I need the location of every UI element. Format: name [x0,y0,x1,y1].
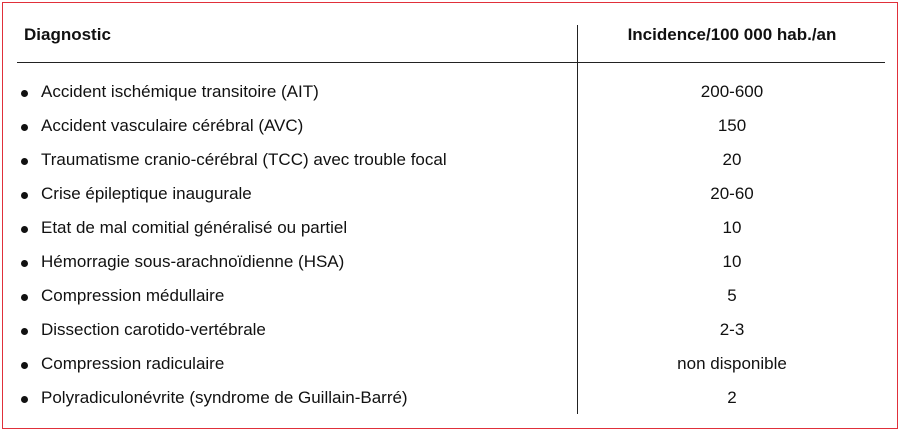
table-row [3,116,897,150]
bullet-icon [21,396,28,403]
table-body [3,82,897,422]
bullet-icon [21,192,28,199]
incidence-cell: 200-600 [700,82,764,101]
bullet-icon [21,294,28,301]
bullet-icon [21,328,28,335]
incidence-cell: 2-3 [719,320,745,339]
table-row [3,286,897,320]
header-divider [17,62,885,63]
table-row [3,252,897,286]
table-row [3,388,897,422]
table-frame [2,2,898,429]
bullet-icon [21,124,28,131]
diagnostic-cell: Compression médullaire [41,286,225,305]
table-header [3,25,897,53]
incidence-cell: 20 [722,150,742,169]
bullet-icon [21,158,28,165]
diagnostic-cell: Accident vasculaire cérébral (AVC) [41,116,304,135]
bullet-icon [21,362,28,369]
bullet-icon [21,90,28,97]
diagnostic-cell: Polyradiculonévrite (syndrome de Guillain-Barré) [41,388,408,407]
bullet-icon [21,226,28,233]
table-row [3,82,897,116]
incidence-cell: 2 [727,388,737,407]
table-row [3,320,897,354]
header-diagnostic: Diagnostic [24,25,111,44]
incidence-cell: 150 [717,116,747,135]
incidence-cell: 10 [722,252,742,271]
table-row [3,150,897,184]
diagnostic-cell: Dissection carotido-vertébrale [41,320,266,339]
diagnostic-cell: Accident ischémique transitoire (AIT) [41,82,319,101]
table-row [3,218,897,252]
diagnostic-cell: Compression radiculaire [41,354,225,373]
table-row [3,354,897,388]
incidence-cell: 5 [727,286,737,305]
header-incidence: Incidence/100 000 hab./an [627,25,837,44]
incidence-cell: non disponible [677,354,787,373]
table-row [3,184,897,218]
diagnostic-cell: Crise épileptique inaugurale [41,184,252,203]
diagnostic-cell: Traumatisme cranio-cérébral (TCC) avec trouble focal [41,150,447,169]
incidence-cell: 10 [722,218,742,237]
diagnostic-cell: Hémorragie sous-arachnoïdienne (HSA) [41,252,345,271]
incidence-cell: 20-60 [710,184,754,203]
diagnostic-cell: Etat de mal comitial généralisé ou partiel [41,218,348,237]
bullet-icon [21,260,28,267]
